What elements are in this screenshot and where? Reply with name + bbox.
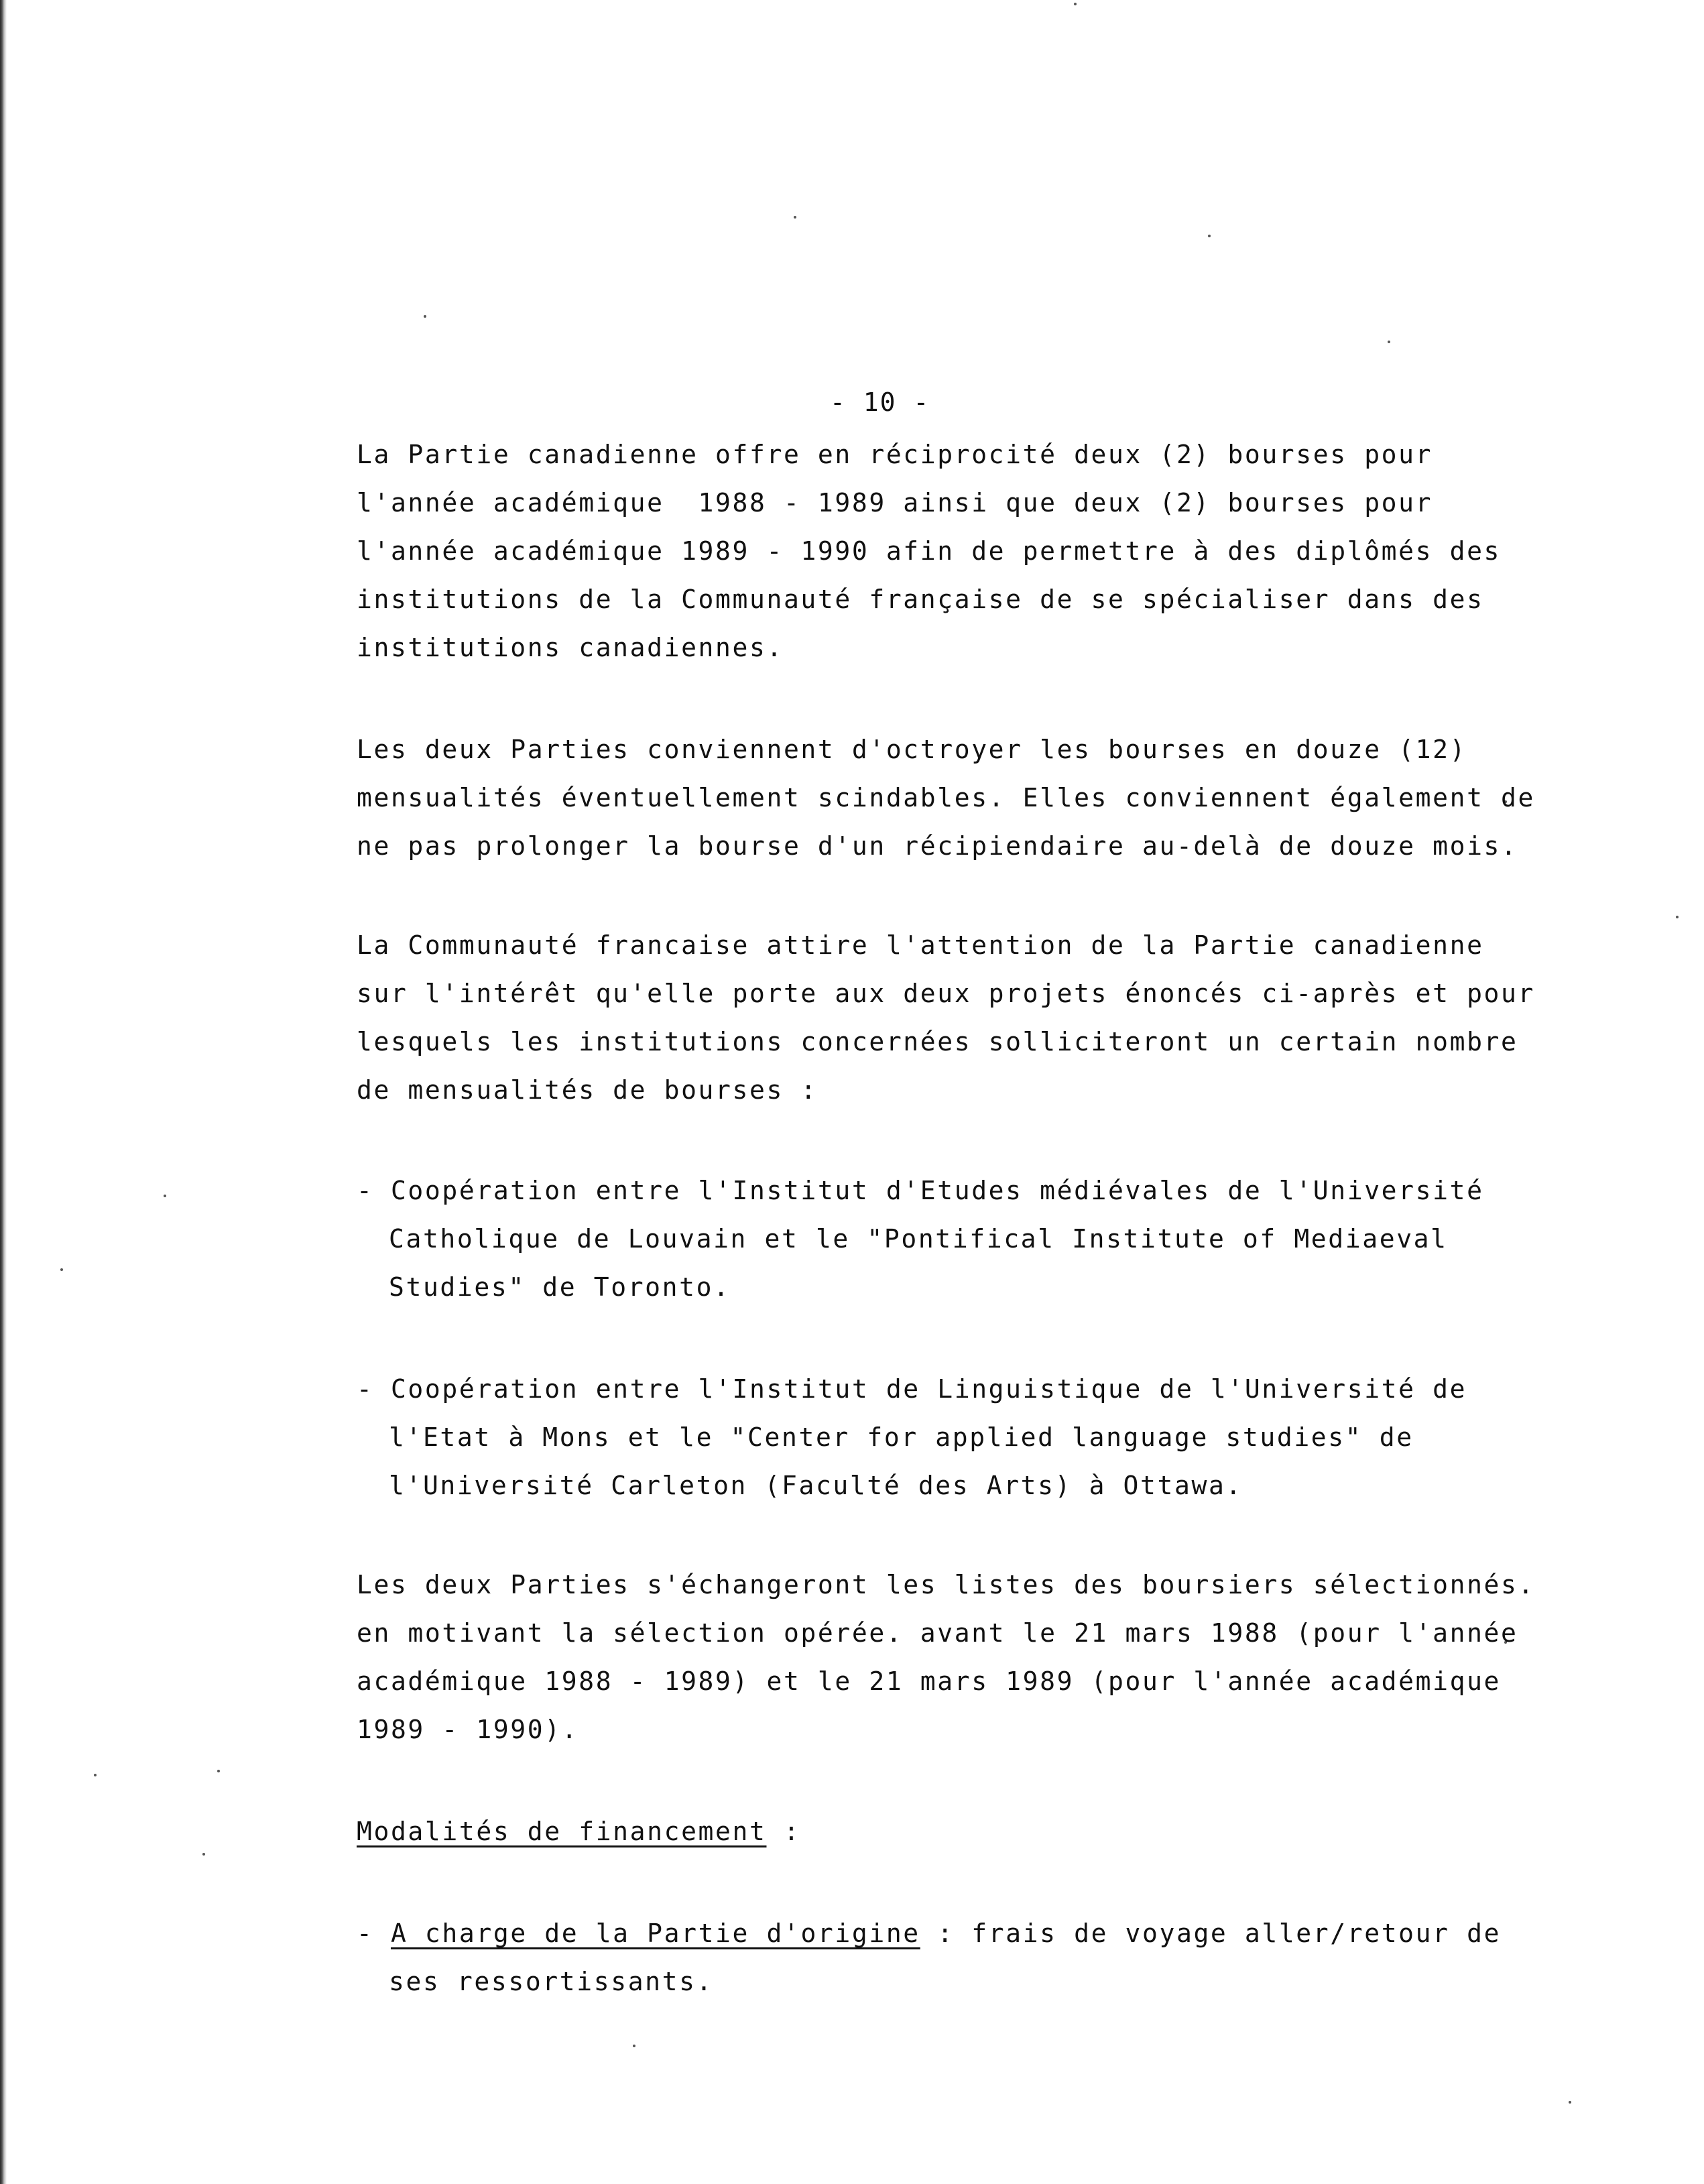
text-line: l'année académique 1989 - 1990 afin de permettre à des diplômés des <box>357 536 1502 566</box>
scan-speck <box>94 1774 97 1776</box>
bullet-mons-carleton <box>357 1365 1536 1510</box>
scan-speck <box>217 1770 220 1772</box>
scan-speck <box>794 216 796 219</box>
text-line: institutions de la Communauté française de se spécialiser dans des <box>357 585 1484 614</box>
item-text: : frais de voyage aller/retour de <box>920 1919 1502 1948</box>
text-line: La Communauté francaise attire l'attention de la Partie canadienne <box>357 930 1484 960</box>
scan-speck <box>1208 235 1211 237</box>
financing-heading-suffix: : <box>766 1817 801 1846</box>
scan-speck <box>60 1268 63 1271</box>
text-line: l'Etat à Mons et le "Center for applied language studies" de <box>389 1422 1414 1452</box>
text-line <box>357 1909 1536 1957</box>
text-line: institutions canadiennes. <box>357 633 784 662</box>
text-line: lesquels les institutions concernées solliciteront un certain nombre <box>357 1027 1518 1056</box>
text-line: Studies" de Toronto. <box>389 1272 731 1302</box>
scan-speck <box>202 1853 205 1856</box>
text-line: - Coopération entre l'Institut de Linguistique de l'Université de <box>357 1374 1467 1404</box>
text-line: en motivant la sélection opérée. avant le 21 mars 1988 (pour l'année <box>357 1618 1518 1648</box>
text-line: l'Université Carleton (Faculté des Arts) à Ottawa. <box>389 1471 1243 1500</box>
text-line: l'année académique 1988 - 1989 ainsi que deux (2) bourses pour <box>357 488 1433 518</box>
text-line: mensualités éventuellement scindables. Elles conviennent également de <box>357 783 1535 812</box>
scan-speck <box>633 2045 635 2047</box>
page-number: - 10 - <box>830 387 930 417</box>
text-line: Catholique de Louvain et le "Pontifical Institute of Mediaeval <box>389 1224 1448 1254</box>
item-dash: - <box>357 1919 391 1948</box>
text-line: académique 1988 - 1989) et le 21 mars 1989 (pour l'année académique <box>357 1666 1502 1696</box>
scan-speck <box>1388 341 1390 343</box>
paragraph-canadian-offer <box>357 430 1536 672</box>
text-line: sur l'intérêt qu'elle porte aux deux projets énoncés ci-après et pour <box>357 979 1535 1008</box>
text-line: - Coopération entre l'Institut d'Etudes médiévales de l'Université <box>357 1176 1484 1205</box>
text-line: Les deux Parties conviennent d'octroyer les bourses en douze (12) <box>357 735 1467 764</box>
scan-speck <box>1074 3 1077 5</box>
scan-edge <box>0 0 7 2184</box>
scan-speck <box>164 1195 166 1197</box>
item-label: A charge de la Partie d'origine <box>390 1919 920 1948</box>
financing-section <box>357 1807 1536 1856</box>
text-line: La Partie canadienne offre en réciprocité deux (2) bourses pour <box>357 440 1433 469</box>
bullet-louvain-toronto <box>357 1166 1536 1311</box>
scan-speck <box>1569 2101 1571 2104</box>
paragraph-selection-exchange <box>357 1561 1536 1754</box>
text-line: ne pas prolonger la bourse d'un récipiendaire au-delà de douze mois. <box>357 831 1518 861</box>
paragraph-french-community-projects <box>357 921 1536 1114</box>
scan-speck <box>1676 916 1679 918</box>
text-line: 1989 - 1990). <box>357 1715 579 1744</box>
paragraph-monthly-installments <box>357 725 1536 870</box>
financing-heading: Modalités de financement <box>357 1817 767 1846</box>
financing-item-origin-party <box>357 1909 1536 2006</box>
financing-heading-line <box>357 1807 1536 1856</box>
text-line: Les deux Parties s'échangeront les listes des boursiers sélectionnés. <box>357 1570 1535 1599</box>
text-line: ses ressortissants. <box>389 1967 714 1996</box>
scan-speck <box>424 315 426 318</box>
text-line: de mensualités de bourses : <box>357 1075 818 1105</box>
